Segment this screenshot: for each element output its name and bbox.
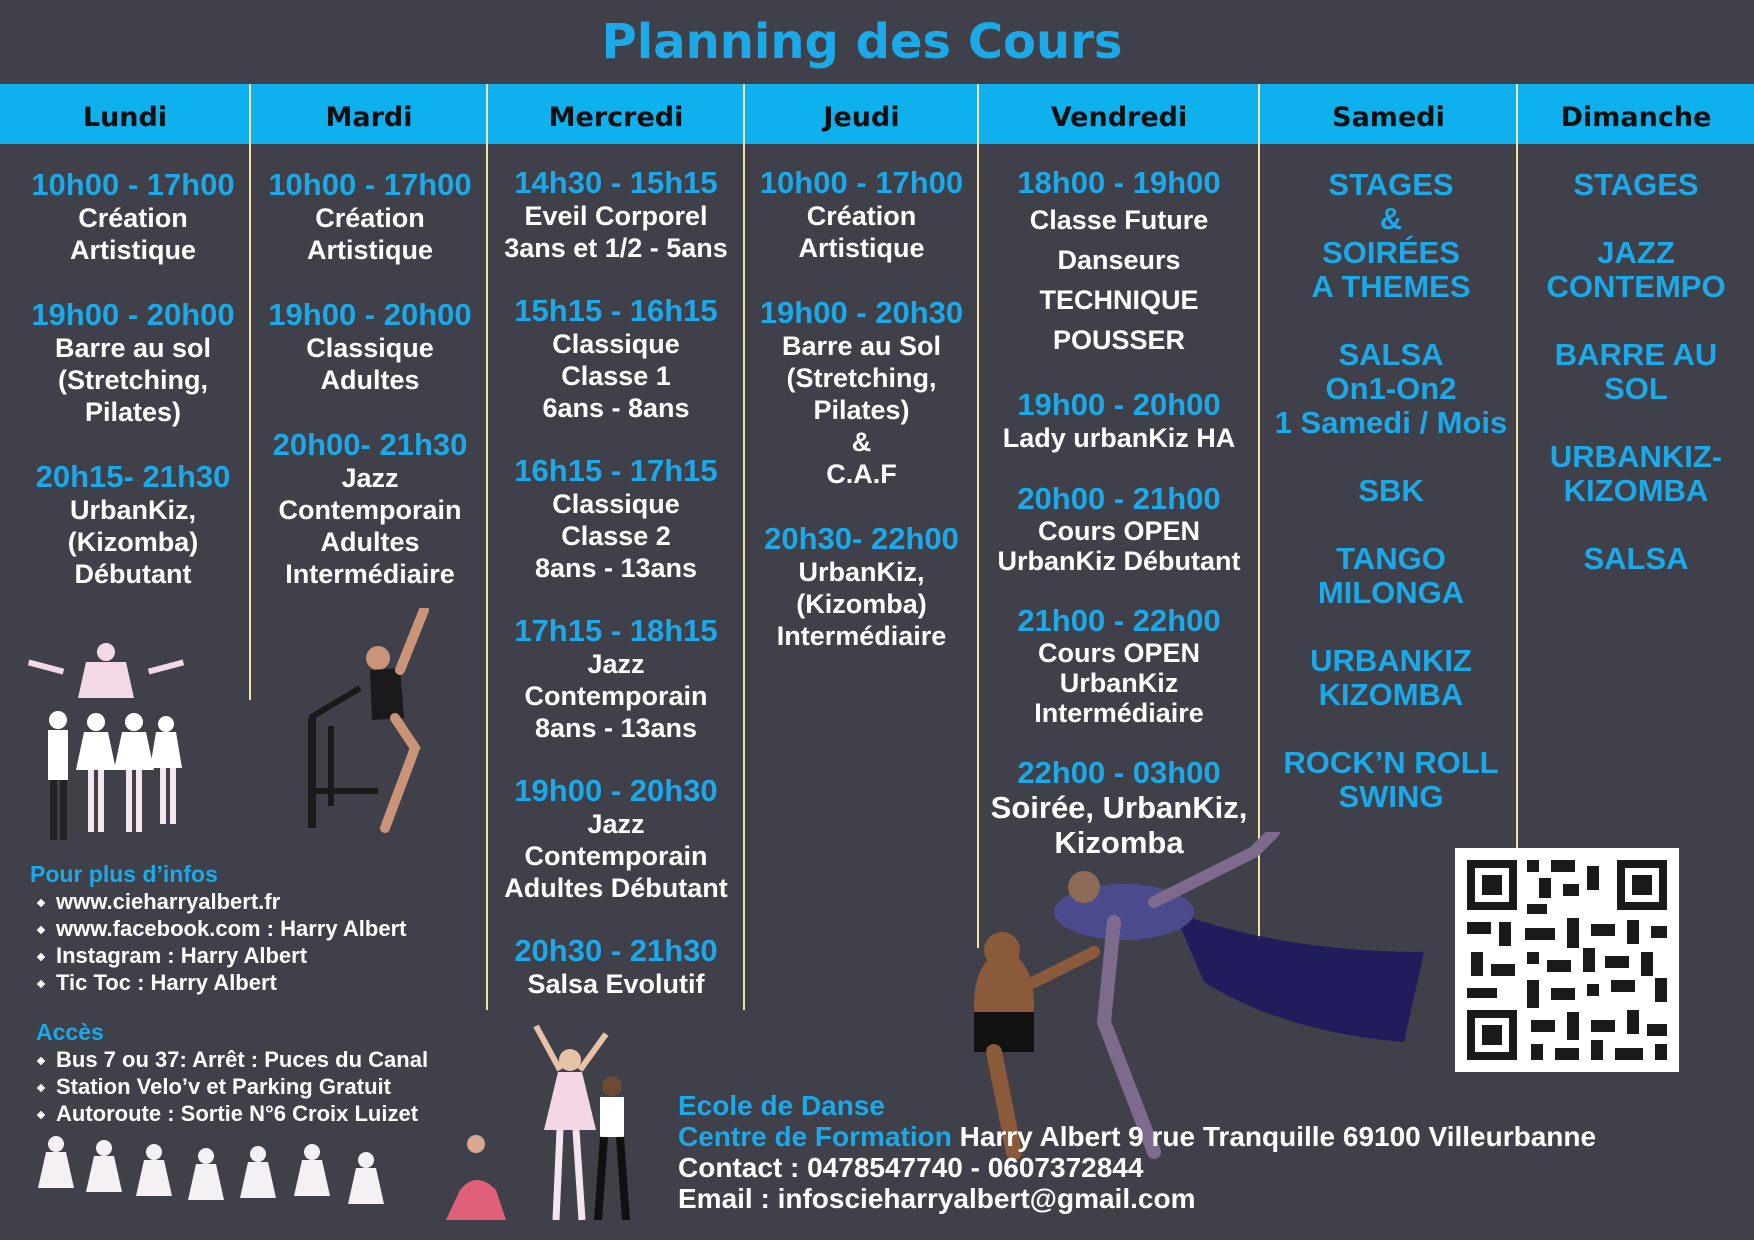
bullet-diamond-icon [37,1084,45,1092]
class-desc: Soirée, UrbanKiz, [990,790,1248,825]
class-desc: Classe Future [1029,205,1209,235]
school-type: Ecole de Danse [678,1090,885,1121]
bullet-diamond-icon [37,980,45,988]
class-desc: Création [315,203,425,233]
weekend-line: KIZOMBA [1318,677,1464,712]
class-entry [488,454,744,584]
infos-facebook: www.facebook.com : Harry Albert [56,916,407,941]
class-desc: 3ans et 1/2 - 5ans [504,233,728,263]
class-entry [488,294,744,424]
weekend-line: & [1379,201,1403,236]
weekend-item [1518,168,1754,202]
class-desc: Barre au Sol [781,331,942,361]
acces-heading: Accès [36,1019,104,1045]
weekend-line: URBANKIZ- [1549,439,1723,474]
class-desc: Adultes [320,365,420,395]
infos-instagram: Instagram : Harry Albert [56,943,308,968]
class-desc: Kizomba [1054,825,1184,860]
kids-dancers-photo [530,1020,650,1230]
class-desc: Jazz [587,649,645,679]
class-desc: (Kizomba) [796,589,927,619]
class-entry [488,774,744,904]
qr-code [1455,848,1679,1072]
class-time: 20h00 - 21h00 [1017,481,1221,516]
class-time: 19h00 - 20h30 [759,295,964,330]
class-desc: Artistique [798,233,925,263]
class-time: 10h00 - 17h00 [759,165,964,200]
class-desc: Artistique [306,235,433,265]
day-mercredi: Mercredi [548,102,684,133]
weekend-line: BARRE AU [1554,337,1718,372]
class-desc: Adultes [320,527,420,557]
weekend-line: CONTEMPO [1546,269,1726,304]
weekend-line: SALSA [1583,541,1689,576]
class-time: 20h30 - 21h30 [514,933,718,968]
weekend-line: STAGES [1573,167,1699,202]
column-samedi [1260,168,1522,848]
weekend-item [1518,440,1754,508]
weekend-item [1260,168,1522,304]
column-dimanche [1518,168,1754,610]
list-item [30,888,406,915]
day-dimanche: Dimanche [1560,102,1712,133]
day-samedi: Samedi [1332,102,1445,133]
class-time: 18h00 - 19h00 [1017,165,1221,200]
weekend-line: SWING [1338,779,1444,814]
children-class-photo [36,1130,516,1238]
infos-website: www.cieharryalbert.fr [56,889,281,914]
class-time: 16h15 - 17h15 [514,453,718,488]
class-time: 10h00 - 17h00 [268,167,472,202]
infos-list [30,888,406,996]
class-desc: C.A.F [826,459,897,489]
weekend-line: ROCK’N ROLL [1283,745,1499,780]
bullet-diamond-icon [37,926,45,934]
class-desc: Danseurs [1057,245,1181,275]
class-time: 21h00 - 22h00 [1017,603,1221,638]
class-desc: Jazz [341,463,399,493]
weekend-item [1260,542,1522,610]
class-desc: Cours OPEN [1037,516,1201,546]
class-desc: (Stretching, [57,365,208,395]
class-desc: Artistique [69,235,196,265]
dancer-group-photo [26,640,186,850]
ballet-barre-photo [300,608,450,838]
class-desc: UrbanKiz, [798,557,925,587]
weekend-item [1518,338,1754,406]
class-desc: Eveil Corporel [524,201,708,231]
school-address-line [678,1121,1596,1152]
class-entry [979,166,1259,360]
column-vendredi [979,166,1259,860]
list-item [30,969,406,996]
class-desc: Classique [552,489,680,519]
class-desc: 8ans - 13ans [534,553,698,583]
class-desc: Cours OPEN [1037,638,1201,668]
class-desc: Pilates) [84,397,182,427]
list-item [30,915,406,942]
class-desc: Création [806,201,917,231]
bullet-diamond-icon [37,1057,45,1065]
class-time: 20h00- 21h30 [272,427,468,462]
page-title: Planning des Cours [601,14,1123,70]
class-time: 14h30 - 15h15 [514,165,718,200]
column-jeudi [745,166,978,684]
class-time: 17h15 - 18h15 [514,613,718,648]
class-desc: Adultes Débutant [504,873,728,903]
list-item [30,942,406,969]
class-desc: 8ans - 13ans [534,713,698,743]
class-desc: Intermédiaire [1034,698,1204,728]
class-time: 20h30- 22h00 [764,521,959,556]
weekend-item [1260,474,1522,508]
class-entry [14,460,252,590]
weekend-line: A THEMES [1311,269,1471,304]
class-entry [488,614,744,744]
class-desc: UrbanKiz [1059,668,1179,698]
class-time: 15h15 - 16h15 [514,293,718,328]
class-desc: TECHNIQUE [1039,285,1199,315]
weekend-item [1518,236,1754,304]
class-time: 10h00 - 17h00 [31,167,235,202]
weekend-line: SOL [1604,371,1668,406]
class-desc: (Kizomba) [67,527,199,557]
column-mercredi [488,166,744,1000]
bullet-diamond-icon [37,953,45,961]
infos-tictoc: Tic Toc : Harry Albert [56,970,277,995]
infos-heading: Pour plus d’infos [30,861,218,887]
weekend-line: 1 Samedi / Mois [1274,405,1508,440]
weekend-item [1518,542,1754,576]
class-desc: Contemporain [524,841,708,871]
class-entry [14,168,252,266]
weekend-line: SBK [1358,473,1424,508]
class-entry [252,298,488,396]
column-lundi [14,168,252,622]
class-desc: Classe 1 [561,361,671,391]
class-time: 19h00 - 20h00 [1017,387,1221,422]
day-jeudi: Jeudi [823,102,900,133]
class-entry [252,428,488,590]
class-desc: Création [78,203,188,233]
class-desc: Jazz [587,809,645,839]
class-time: 19h00 - 20h00 [268,297,472,332]
class-desc: Classe 2 [561,521,671,551]
weekend-line: TANGO [1336,541,1446,576]
class-desc: (Stretching, [786,363,937,393]
class-desc: Lady urbanKiz HA [1002,423,1236,453]
weekend-line: STAGES [1328,167,1454,202]
day-header-band [0,84,1754,144]
acces-block [30,1018,428,1127]
class-entry [745,166,978,264]
weekend-line: SOIRÉES [1322,235,1460,270]
weekend-line: KIZOMBA [1563,473,1709,508]
class-entry [745,522,978,652]
class-time: 22h00 - 03h00 [1017,755,1221,790]
acces-bus: Bus 7 ou 37: Arrêt : Puces du Canal [56,1047,429,1072]
weekend-line: URBANKIZ [1310,643,1472,678]
class-entry [745,296,978,490]
acces-velov: Station Velo’v et Parking Gratuit [56,1074,391,1099]
bullet-diamond-icon [37,1111,45,1119]
class-desc: Intermédiaire [285,559,455,589]
class-desc: 6ans - 8ans [542,393,690,423]
day-vendredi: Vendredi [1050,102,1188,133]
school-contact: Contact : 0478547740 - 0607372844 [678,1152,1144,1183]
acces-autoroute: Autoroute : Sortie N°6 Croix Luizet [56,1101,419,1126]
class-desc: & [851,427,872,457]
class-entry [979,604,1259,728]
class-desc: Classique [552,329,680,359]
class-entry [488,934,744,1000]
class-entry [979,482,1259,576]
list-item [30,1073,428,1100]
class-time: 20h15- 21h30 [35,459,231,494]
acces-list [30,1046,428,1127]
class-time: 19h00 - 20h30 [514,773,718,808]
school-subtitle: Centre de Formation [678,1121,952,1152]
class-desc: Débutant [74,559,192,589]
class-entry [252,168,488,266]
weekend-item [1260,644,1522,712]
weekend-line: On1-On2 [1325,371,1457,406]
school-street: Harry Albert 9 rue Tranquille 69100 Villeurbanne [951,1121,1597,1152]
qr-code-icon [1455,848,1679,1072]
class-desc: Salsa Evolutif [527,969,705,999]
weekend-line: MILONGA [1317,575,1465,610]
weekend-line: JAZZ [1597,235,1675,270]
class-desc: Pilates) [813,395,910,425]
day-mardi: Mardi [325,102,413,133]
class-desc: UrbanKiz, [69,495,196,525]
class-desc: Contemporain [524,681,708,711]
day-lundi: Lundi [82,102,168,133]
class-entry [979,388,1259,454]
column-mardi [252,168,488,622]
infos-block [30,860,406,996]
class-entry [488,166,744,264]
class-desc: Classique [306,333,434,363]
class-desc: Barre au sol [54,333,212,363]
list-item [30,1046,428,1073]
class-desc: POUSSER [1052,325,1186,355]
school-email: Email : infoscieharryalbert@gmail.com [678,1183,1196,1214]
bullet-diamond-icon [37,899,45,907]
class-desc: Intermédiaire [776,621,947,651]
school-address [678,1090,1596,1214]
class-time: 19h00 - 20h00 [31,297,235,332]
list-item [30,1100,428,1127]
class-desc: UrbanKiz Débutant [997,546,1241,576]
class-desc: Contemporain [278,495,462,525]
weekend-item [1260,338,1522,440]
weekend-line: SALSA [1338,337,1444,372]
class-entry [14,298,252,428]
weekend-item [1260,746,1522,814]
